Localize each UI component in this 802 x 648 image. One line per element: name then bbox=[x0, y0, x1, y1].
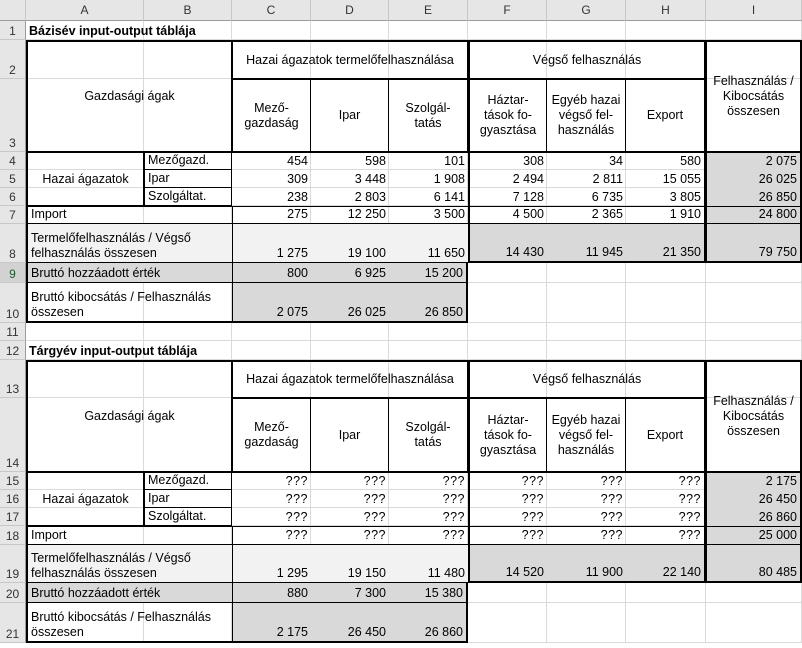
grid-cell[interactable] bbox=[547, 583, 626, 603]
cell-import-4[interactable]: 2 365 bbox=[547, 206, 626, 224]
cell-total-use-2[interactable]: 11 650 bbox=[389, 224, 468, 263]
row-header-4[interactable]: 4 bbox=[0, 152, 26, 170]
grid-cell[interactable] bbox=[547, 323, 626, 341]
domestic-sectors-label[interactable]: Hazai ágazatok bbox=[26, 152, 144, 206]
sector-label-industry[interactable]: Ipar bbox=[144, 490, 232, 508]
cell-total-use-6[interactable]: 79 750 bbox=[706, 224, 802, 263]
cell-industry-4[interactable]: ??? bbox=[600, 492, 623, 506]
cell-output-0[interactable]: 2 075 bbox=[232, 283, 311, 323]
row-header-3[interactable]: 3 bbox=[0, 79, 26, 152]
grid-cell[interactable] bbox=[468, 263, 547, 283]
column-header-d[interactable]: D bbox=[311, 0, 389, 21]
total-use-label[interactable]: Termelőfelhasználás / Végső felhasználás összesen bbox=[26, 545, 232, 583]
cell-industry-5[interactable]: 15 055 bbox=[626, 170, 706, 188]
cell-import-2[interactable]: 3 500 bbox=[389, 206, 468, 224]
grid-cell[interactable] bbox=[144, 323, 232, 341]
column-header-i[interactable]: I bbox=[706, 0, 802, 21]
cell-gva-2[interactable]: 15 200 bbox=[389, 263, 468, 283]
cell-gva-1[interactable]: 6 925 bbox=[311, 263, 389, 283]
grid-cell[interactable] bbox=[26, 323, 144, 341]
grid-cell[interactable] bbox=[626, 263, 706, 283]
row-header-5[interactable]: 5 bbox=[0, 170, 26, 188]
cell-gva-1[interactable]: 7 300 bbox=[311, 583, 389, 603]
cell-import-3[interactable]: ??? bbox=[468, 526, 547, 545]
cell-agriculture-1[interactable]: 598 bbox=[311, 152, 389, 170]
cell-agriculture-3[interactable]: ??? bbox=[468, 472, 547, 490]
grid-cell[interactable] bbox=[626, 283, 706, 323]
cell-import-0[interactable]: 275 bbox=[232, 206, 311, 224]
grid-cell[interactable] bbox=[706, 603, 802, 643]
header-total-use[interactable]: Felhasználás / Kibocsátás összesen bbox=[706, 360, 802, 472]
cell-industry-1[interactable]: ??? bbox=[363, 492, 386, 506]
row-header-14[interactable]: 14 bbox=[0, 398, 26, 472]
row-header-label[interactable]: Gazdasági ágak bbox=[26, 360, 232, 472]
grid-cell[interactable] bbox=[468, 603, 547, 643]
cell-services-2[interactable]: ??? bbox=[442, 510, 465, 524]
row-header-15[interactable]: 15 bbox=[0, 472, 26, 490]
cell-agriculture-6[interactable]: 2 175 bbox=[706, 472, 802, 490]
column-header-g[interactable]: G bbox=[547, 0, 626, 21]
group-header-final-use[interactable]: Végső felhasználás bbox=[468, 40, 706, 79]
cell-agriculture-5[interactable]: ??? bbox=[626, 472, 706, 490]
grid-cell[interactable] bbox=[232, 323, 311, 341]
cell-total-use-2[interactable]: 11 480 bbox=[389, 545, 468, 583]
header-industry[interactable]: Ipar bbox=[311, 79, 389, 152]
cell-import-2[interactable]: ??? bbox=[389, 526, 468, 545]
header-households[interactable]: Háztar-tások fo-gyasztása bbox=[468, 398, 547, 472]
column-header-c[interactable]: C bbox=[232, 0, 311, 21]
header-total-use[interactable]: Felhasználás / Kibocsátás összesen bbox=[706, 40, 802, 152]
sector-label-agriculture[interactable]: Mezőgazd. bbox=[144, 472, 232, 490]
cell-agriculture-2[interactable]: ??? bbox=[389, 472, 468, 490]
cell-services-0[interactable]: ??? bbox=[285, 510, 308, 524]
grid-cell[interactable] bbox=[626, 583, 706, 603]
header-industry[interactable]: Ipar bbox=[311, 398, 389, 472]
cell-services-3[interactable]: ??? bbox=[468, 508, 547, 526]
grid-cell[interactable] bbox=[706, 263, 802, 283]
cell-import-3[interactable]: 4 500 bbox=[468, 206, 547, 224]
grid-cell[interactable] bbox=[706, 323, 802, 341]
column-header-b[interactable]: B bbox=[144, 0, 232, 21]
sector-label-agriculture[interactable]: Mezőgazd. bbox=[144, 152, 232, 170]
sector-label-services[interactable]: Szolgáltat. bbox=[144, 508, 232, 526]
cell-output-2[interactable]: 26 850 bbox=[389, 283, 468, 323]
row-header-17[interactable]: 17 bbox=[0, 508, 26, 526]
header-export[interactable]: Export bbox=[626, 79, 706, 152]
cell-services-4[interactable]: 6 735 bbox=[591, 190, 623, 204]
grid-cell[interactable] bbox=[547, 283, 626, 323]
header-services[interactable]: Szolgál-tatás bbox=[389, 398, 468, 472]
row-header-2[interactable]: 2 bbox=[0, 40, 26, 79]
grid-cell[interactable] bbox=[547, 341, 626, 360]
cell-total-use-0[interactable]: 1 275 bbox=[232, 224, 311, 263]
row-header-12[interactable]: 12 bbox=[0, 341, 26, 360]
import-label[interactable]: Import bbox=[26, 206, 232, 224]
cell-total-use-3[interactable]: 14 430 bbox=[468, 224, 547, 263]
cell-industry-1[interactable]: 3 448 bbox=[354, 172, 386, 186]
grid-cell[interactable] bbox=[706, 21, 802, 40]
cell-industry-4[interactable]: 2 811 bbox=[592, 172, 623, 186]
cell-agriculture-4[interactable]: 34 bbox=[547, 152, 626, 170]
grid-cell[interactable] bbox=[468, 341, 547, 360]
cell-total-use-1[interactable]: 19 100 bbox=[311, 224, 389, 263]
group-header-final-use[interactable]: Végső felhasználás bbox=[468, 360, 706, 398]
row-header-label[interactable]: Gazdasági ágak bbox=[26, 40, 232, 152]
row-header-6[interactable]: 6 bbox=[0, 188, 26, 206]
cell-total-use-4[interactable]: 11 900 bbox=[547, 545, 626, 583]
domestic-sectors-label[interactable]: Hazai ágazatok bbox=[26, 472, 144, 526]
cell-output-2[interactable]: 26 860 bbox=[389, 603, 468, 643]
row-header-10[interactable]: 10 bbox=[0, 283, 26, 323]
header-households[interactable]: Háztar-tások fo-gyasztása bbox=[468, 79, 547, 152]
cell-total-use-5[interactable]: 22 140 bbox=[626, 545, 706, 583]
header-other-final[interactable]: Egyéb hazai végső fel-használás bbox=[547, 398, 626, 472]
cell-services-6[interactable]: 26 860 bbox=[706, 508, 802, 526]
select-all-corner[interactable] bbox=[0, 0, 26, 21]
row-header-1[interactable]: 1 bbox=[0, 21, 26, 40]
import-label[interactable]: Import bbox=[26, 526, 232, 545]
cell-industry-3[interactable]: 2 494 bbox=[468, 170, 547, 188]
cell-output-0[interactable]: 2 175 bbox=[232, 603, 311, 643]
cell-total-use-5[interactable]: 21 350 bbox=[626, 224, 706, 263]
header-other-final[interactable]: Egyéb hazai végső fel-használás bbox=[547, 79, 626, 152]
gross-output-label[interactable]: Bruttó kibocsátás / Felhasználás összesen bbox=[26, 603, 232, 643]
cell-agriculture-1[interactable]: ??? bbox=[311, 472, 389, 490]
grid-cell[interactable] bbox=[311, 323, 389, 341]
cell-agriculture-2[interactable]: 101 bbox=[389, 152, 468, 170]
cell-total-use-6[interactable]: 80 485 bbox=[706, 545, 802, 583]
column-header-a[interactable]: A bbox=[26, 0, 144, 21]
grid-cell[interactable] bbox=[547, 263, 626, 283]
group-header-domestic[interactable]: Hazai ágazatok termelőfelhasználása bbox=[232, 360, 468, 398]
cell-industry-6[interactable]: 26 025 bbox=[706, 170, 802, 188]
row-header-9[interactable]: 9 bbox=[0, 263, 26, 283]
cell-import-1[interactable]: 12 250 bbox=[311, 206, 389, 224]
cell-services-1[interactable]: ??? bbox=[363, 510, 386, 524]
cell-industry-2[interactable]: ??? bbox=[442, 492, 465, 506]
cell-agriculture-6[interactable]: 2 075 bbox=[706, 152, 802, 170]
cell-total-use-4[interactable]: 11 945 bbox=[547, 224, 626, 263]
cell-agriculture-0[interactable]: ??? bbox=[232, 472, 311, 490]
cell-services-1[interactable]: 2 803 bbox=[354, 190, 386, 204]
cell-import-6[interactable]: 25 000 bbox=[706, 526, 802, 545]
header-agriculture[interactable]: Mező-gazdaság bbox=[232, 79, 311, 152]
cell-agriculture-5[interactable]: 580 bbox=[626, 152, 706, 170]
table-title: Tárgyév input-output táblája bbox=[29, 344, 198, 358]
total-use-label[interactable]: Termelőfelhasználás / Végső felhasználás összesen bbox=[26, 224, 232, 263]
grid-cell[interactable] bbox=[626, 341, 706, 360]
cell-gva-2[interactable]: 15 380 bbox=[389, 583, 468, 603]
grid-cell[interactable] bbox=[389, 21, 468, 40]
grid-cell[interactable] bbox=[706, 283, 802, 323]
cell-import-4[interactable]: ??? bbox=[547, 526, 626, 545]
grid-cell[interactable] bbox=[547, 21, 626, 40]
cell-agriculture-4[interactable]: ??? bbox=[547, 472, 626, 490]
cell-industry-2[interactable]: 1 908 bbox=[433, 172, 465, 186]
cell-output-1[interactable]: 26 025 bbox=[311, 283, 389, 323]
grid-cell[interactable] bbox=[389, 341, 468, 360]
header-export[interactable]: Export bbox=[626, 398, 706, 472]
cell-industry-3[interactable]: ??? bbox=[468, 490, 547, 508]
header-services[interactable]: Szolgál-tatás bbox=[389, 79, 468, 152]
column-header-e[interactable]: E bbox=[389, 0, 468, 21]
cell-services-0[interactable]: 238 bbox=[287, 190, 308, 204]
grid-cell[interactable] bbox=[468, 21, 547, 40]
cell-import-6[interactable]: 24 800 bbox=[706, 206, 802, 224]
cell-gva-0[interactable]: 800 bbox=[232, 263, 311, 283]
sector-label-services[interactable]: Szolgáltat. bbox=[144, 188, 232, 206]
grid-cell[interactable] bbox=[389, 323, 468, 341]
gross-value-added-label[interactable]: Bruttó hozzáadott érték bbox=[26, 263, 232, 283]
cell-services-6[interactable]: 26 850 bbox=[706, 188, 802, 206]
cell-import-5[interactable]: ??? bbox=[626, 526, 706, 545]
cell-industry-5[interactable]: ??? bbox=[626, 490, 706, 508]
row-header-18[interactable]: 18 bbox=[0, 526, 26, 545]
cell-industry-0[interactable]: 309 bbox=[287, 172, 308, 186]
cell-services-5[interactable]: 3 805 bbox=[626, 188, 706, 206]
sector-label-industry[interactable]: Ipar bbox=[144, 170, 232, 188]
cell-import-1[interactable]: ??? bbox=[311, 526, 389, 545]
cell-import-5[interactable]: 1 910 bbox=[626, 206, 706, 224]
cell-total-use-3[interactable]: 14 520 bbox=[468, 545, 547, 583]
header-agriculture[interactable]: Mező-gazdaság bbox=[232, 398, 311, 472]
grid-cell[interactable] bbox=[706, 583, 802, 603]
row-header-19[interactable]: 19 bbox=[0, 545, 26, 583]
cell-services-2[interactable]: 6 141 bbox=[433, 190, 465, 204]
column-header-h[interactable]: H bbox=[626, 0, 706, 21]
grid-cell[interactable] bbox=[468, 323, 547, 341]
row-header-7[interactable]: 7 bbox=[0, 206, 26, 224]
grid-cell[interactable] bbox=[706, 341, 802, 360]
gross-value-added-label[interactable]: Bruttó hozzáadott érték bbox=[26, 583, 232, 603]
column-header-f[interactable]: F bbox=[468, 0, 547, 21]
grid-cell[interactable] bbox=[626, 323, 706, 341]
row-header-8[interactable]: 8 bbox=[0, 224, 26, 263]
row-header-11[interactable]: 11 bbox=[0, 323, 26, 341]
cell-services-3[interactable]: 7 128 bbox=[468, 188, 547, 206]
cell-agriculture-0[interactable]: 454 bbox=[232, 152, 311, 170]
cell-agriculture-3[interactable]: 308 bbox=[468, 152, 547, 170]
cell-services-4[interactable]: ??? bbox=[600, 510, 623, 524]
cell-gva-0[interactable]: 880 bbox=[232, 583, 311, 603]
grid-cell[interactable] bbox=[547, 603, 626, 643]
cell-output-1[interactable]: 26 450 bbox=[311, 603, 389, 643]
row-header-21[interactable]: 21 bbox=[0, 603, 26, 643]
cell-import-0[interactable]: ??? bbox=[232, 526, 311, 545]
row-header-20[interactable]: 20 bbox=[0, 583, 26, 603]
group-header-domestic[interactable]: Hazai ágazatok termelőfelhasználása bbox=[232, 40, 468, 79]
cell-services-5[interactable]: ??? bbox=[626, 508, 706, 526]
grid-cell[interactable] bbox=[626, 603, 706, 643]
gross-output-label[interactable]: Bruttó kibocsátás / Felhasználás összesen bbox=[26, 283, 232, 323]
row-header-13[interactable]: 13 bbox=[0, 360, 26, 398]
table-title: Bázisév input-output táblája bbox=[29, 24, 196, 38]
grid-cell[interactable] bbox=[468, 283, 547, 323]
cell-total-use-0[interactable]: 1 295 bbox=[232, 545, 311, 583]
cell-industry-6[interactable]: 26 450 bbox=[706, 490, 802, 508]
cell-industry-0[interactable]: ??? bbox=[285, 492, 308, 506]
row-header-16[interactable]: 16 bbox=[0, 490, 26, 508]
grid-cell[interactable] bbox=[468, 583, 547, 603]
grid-cell[interactable] bbox=[626, 21, 706, 40]
cell-total-use-1[interactable]: 19 150 bbox=[311, 545, 389, 583]
